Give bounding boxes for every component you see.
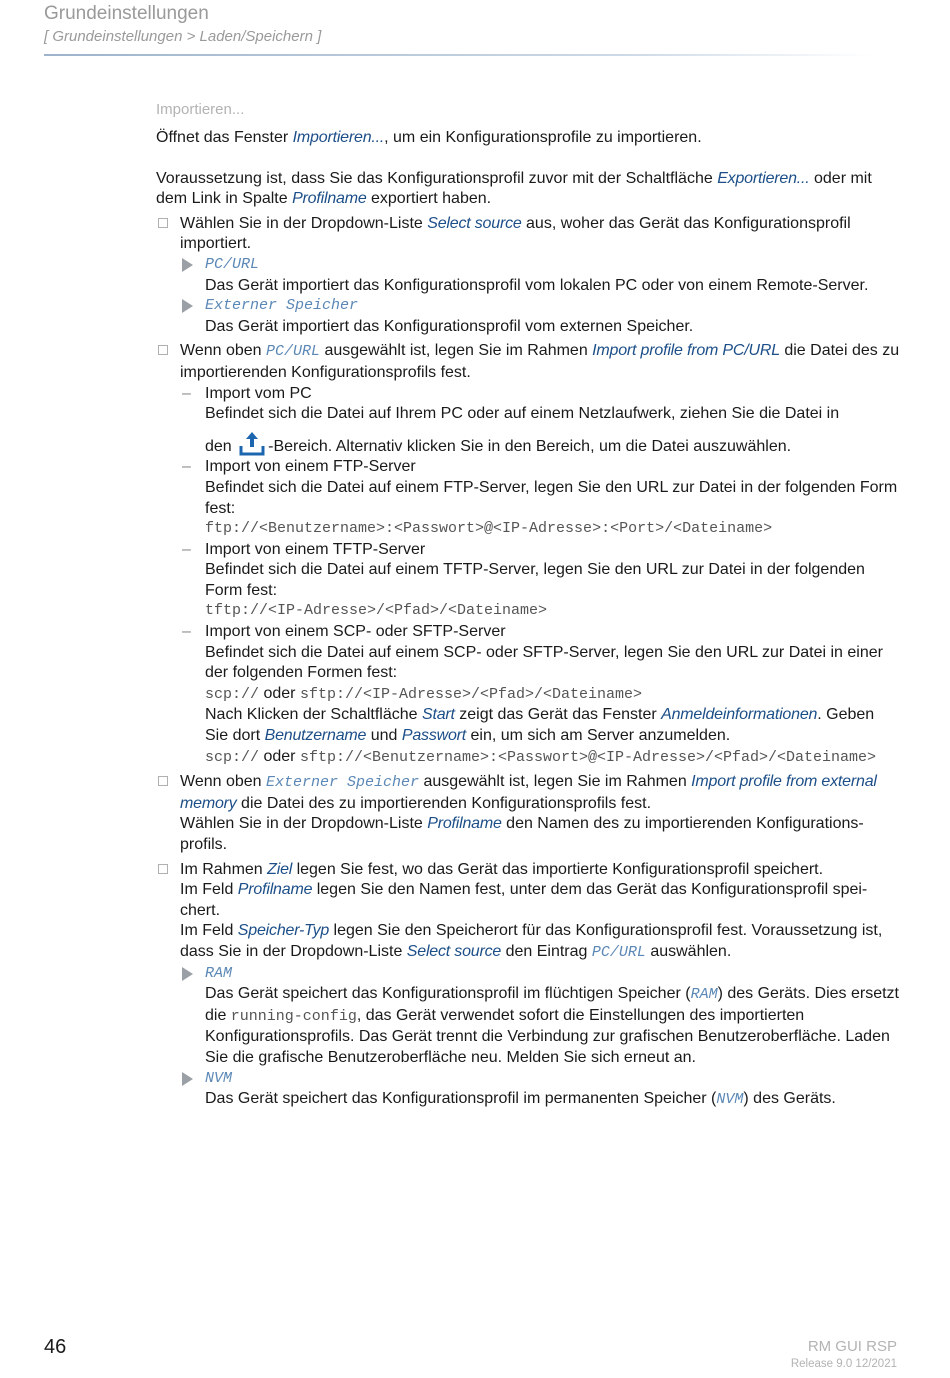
triangle-bullet-icon xyxy=(182,967,193,981)
footer-release: Release 9.0 12/2021 xyxy=(790,1358,897,1370)
scp-note: Nach Klicken der Schaltfläche Start zeigt das Gerät das Fenster Anmeldeinformationen. Geben Sie dort Benutzername und Passwort ein, um sich am Server anzumelden. xyxy=(205,706,875,745)
breadcrumb: [ Grundeinstellungen > Laden/Speichern ] xyxy=(44,28,322,45)
main-content xyxy=(156,100,901,1111)
option-name: Externer Speicher xyxy=(205,297,359,315)
option-pc-url xyxy=(180,255,901,296)
page-number: 46 xyxy=(44,1336,67,1358)
page-header xyxy=(44,0,884,47)
list-item-import-ftp: – Import von einem FTP-Server Befindet sich die Datei auf einem FTP-Server, legen Sie den URL zur Datei in der folgenden Form fest: ftp://<Benutzername>:<Passwort>@<IP-Adresse>:<Port>/<Dateiname> xyxy=(180,457,901,539)
paragraph-prerequisite: Voraussetzung ist, dass Sie das Konfigurationsprofil zuvor mit der Schaltfläche Exportieren... oder mit dem Link in Spalte Profilname exportiert haben. xyxy=(156,169,872,208)
triangle-bullet-icon xyxy=(182,299,193,313)
step-target: Im Rahmen Ziel legen Sie fest, wo das Gerät das importierte Konfigurationsprofil speichert. Im Feld Profilname legen Sie den Namen fest, unter dem das Gerät das Konfigurationsprofil spei-chert. Im Feld Speicher-Typ legen Sie den Speicherort für das Konfigurationsprofil fest. Voraussetzung ist, dass Sie in der Dropdown-Liste Select source den Eintrag PC/URL auswählen. RAM Das Gerät speichert das Konfigurationsprofil im flüchtigen Speicher (RAM) des Geräts. Dies ersetzt die running-config, das Gerät verwendet sofort die Einstellungen des importierten Konfigurationsprofils. Das Gerät trennt die Verbindung zur grafischen Benutzeroberfläche. Laden Sie die grafische Benutzeroberfläche neu. Melden Sie sich erneut an. NVM Das Gerät speichert das Konfigurationsprofil im permanenten Speicher (NVM) des Geräts. xyxy=(156,860,901,1111)
list-item-import-scp: – Import von einem SCP- oder SFTP-Server Befindet sich die Datei auf einem SCP- oder SFTP-Server, legen Sie den URL zur Datei in einer der folgenden Formen fest: scp:// oder sftp://<IP-Adresse>/<Pfad>/<Dateiname> Nach Klicken der Schaltfläche Start zeigt das Gerät das Fenster Anmeldeinformationen. Geben Sie dort Benutzername und Passwort ein, um sich am Server anzumelden. scp:// oder sftp://<Benutzername>:<Passwort>@<IP-Adresse>/<Pfad>/<Dateiname> xyxy=(180,622,901,768)
paragraph-intro: Öffnet das Fenster Importieren..., um ein Konfigurationsprofile zu importieren. xyxy=(156,129,702,146)
option-ram: RAM Das Gerät speichert das Konfigurationsprofil im flüchtigen Speicher (RAM) des Geräts. Dies ersetzt die running-config, das Gerät verwendet sofort die Einstellungen des importierten Konfigurationsprofils. Das Gerät trennt die Verbindung zur grafischen Benutzeroberfläche. Laden Sie die grafische Benutzeroberfläche neu. Melden Sie sich erneut an. xyxy=(180,964,901,1069)
triangle-bullet-icon xyxy=(182,258,193,272)
checkbox-icon xyxy=(158,864,168,874)
step-select-source: Wählen Sie in der Dropdown-Liste Select source aus, woher das Gerät das Konfigurationsprofil importiert. PC/URL Das Gerät importiert das Konfigurationsprofil vom lokalen PC oder von einem Remote-Server. Externer Speicher Das Gerät importiert das Konfigurationsprofil vom externen Speicher. xyxy=(156,214,901,338)
option-externer-speicher xyxy=(180,296,901,337)
option-desc: Das Gerät importiert das Konfigurationsprofil vom lokalen PC oder von einem Remote-Server. xyxy=(205,276,869,294)
option-nvm: NVM Das Gerät speichert das Konfigurationsprofil im permanenten Speicher (NVM) des Geräts. xyxy=(180,1069,901,1111)
header-title: Grundeinstellungen xyxy=(44,3,209,24)
tftp-url: tftp://<IP-Adresse>/<Pfad>/<Dateiname> xyxy=(205,602,548,620)
upload-icon xyxy=(238,429,266,457)
keyword-importieren: Importieren... xyxy=(292,129,385,146)
checkbox-icon xyxy=(158,776,168,786)
triangle-bullet-icon xyxy=(182,1072,193,1086)
list-item-import-tftp: – Import von einem TFTP-Server Befindet sich die Datei auf einem TFTP-Server, legen Sie den URL zur Datei in der folgenden Form fest: tftp://<IP-Adresse>/<Pfad>/<Dateiname> xyxy=(180,540,901,622)
keyword-profilname: Profilname xyxy=(292,190,367,208)
keyword-import-profile-pc: Import profile from PC/URL xyxy=(592,342,780,360)
ftp-url: ftp://<Benutzername>:<Passwort>@<IP-Adresse>:<Port>/<Dateiname> xyxy=(205,520,773,538)
option-name: PC/URL xyxy=(205,255,260,273)
checkbox-icon xyxy=(158,345,168,355)
step-import-pc-url: Wenn oben PC/URL ausgewählt ist, legen Sie im Rahmen Import profile from PC/URL die Datei des zu importierenden Konfigurationsprofils fest. – Import vom PC Befindet sich die Datei auf Ihrem PC oder auf einem Netzlaufwerk, ziehen Sie die Datei in den -Bereich. Alternativ klicken Sie in den Bereich, um die Datei auszuwählen. – Import von einem FTP-Server Befindet sich die Datei auf einem FTP-Server, legen Sie den URL zur Datei in der folgenden Form fest: ftp://<Benutzername>:<Passwort>@<IP-Adresse>:<Port>/<Dateiname> – Import von einem TFTP-Server Befindet sich die Datei auf einem TFTP-Server, legen Sie den URL zur Datei in der folgenden Form fest: tftp://<IP-Adresse>/<Pfad>/<Dateiname> – Import von einem SCP- oder SFTP-Server Befindet sich die Datei auf einem SCP- oder SFTP-Server, legen Sie den URL zur Datei in einer der folgenden Formen fest: scp:// oder sftp://<IP-Adresse>/<Pfad>/<Dateiname> Nach Klicken der Schaltfläche Start zeigt das Gerät das Fenster Anmeldeinformationen. Geben Sie dort Benutzername und Passwort ein, um sich am Server anzumelden. scp:// oder sftp://<Benutzername>:<Passwort>@<IP-Adresse>/<Pfad>/<Dateiname> xyxy=(156,341,901,768)
scp-url-2: scp:// oder sftp://<Benutzername>:<Passwort>@<IP-Adresse>/<Pfad>/<Dateiname> xyxy=(205,747,877,766)
header-rule xyxy=(44,54,874,56)
step-import-external: Wenn oben Externer Speicher ausgewählt ist, legen Sie im Rahmen Import profile from external memory die Datei des zu importierenden Konfigurationsprofils fest. Wählen Sie in der Dropdown-Liste Profilname den Namen des zu importierenden Konfigurations-profils. xyxy=(156,772,901,855)
section-heading: Importieren... xyxy=(156,101,245,118)
list-item-import-pc: – Import vom PC Befindet sich die Datei auf Ihrem PC oder auf einem Netzlaufwerk, ziehen Sie die Datei in den -Bereich. Alternativ klicken Sie in den Bereich, um die Datei auszuwählen. xyxy=(182,384,840,455)
footer-product: RM GUI RSP xyxy=(807,1338,897,1355)
scp-url-1: scp:// oder sftp://<IP-Adresse>/<Pfad>/<Dateiname> xyxy=(205,684,642,703)
checkbox-icon xyxy=(158,218,168,228)
keyword-select-source: Select source xyxy=(427,214,522,232)
keyword-exportieren: Exportieren... xyxy=(717,169,810,187)
option-desc: Das Gerät importiert das Konfigurationsprofil vom externen Speicher. xyxy=(205,317,694,335)
